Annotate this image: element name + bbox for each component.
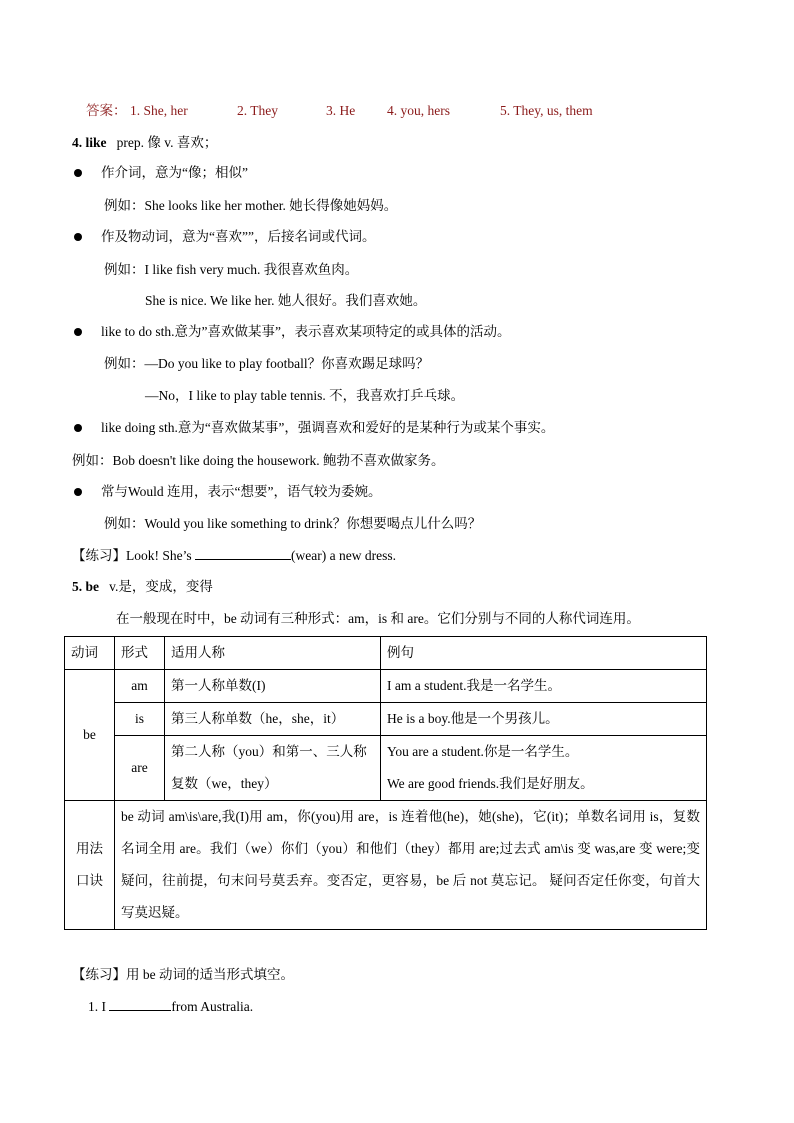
form-cell: am (115, 670, 165, 703)
practice-title: 【练习】用 be 动词的适当形式填空。 (72, 967, 294, 982)
practice-prefix: 【练习】Look! She’s (72, 548, 195, 563)
person-cell: 第三人称单数（he，she，it） (165, 703, 381, 736)
table-row (65, 670, 707, 703)
example-line: We are good friends.我们是好朋友。 (387, 776, 594, 791)
bullet-text: 作及物动词，意为“喜欢””，后接名词或代词。 (101, 229, 376, 244)
answer-2: 2. They (237, 103, 278, 118)
bullet-text: like to do sth.意为”喜欢做某事”，表示喜欢某项特定的或具体的活动。 (101, 324, 511, 339)
question-prefix: 1. I (88, 999, 110, 1014)
example-text: 例如：Would you like something to drink？你想要喝点儿什么吗？ (104, 516, 482, 531)
bullet-text: 作介词，意为“像；相似” (101, 165, 248, 180)
answer-4: 4. you, hers (387, 103, 450, 118)
rhyme-text: be 动词 am\is\are,我(I)用 am，你(you)用 are，is 连着他(he)，她(she)，它(it)；单数名词用 is，复数名词全用 are。我们（we）你们（you）和他们（they）都用 are;过去式 am\is 变 was,are 变 were;变疑问，往前提，句末问号莫丢弃。变否定，更容易，be 后 not 莫忘记。 疑问否定任你变，句首大写莫迟疑。 (115, 801, 707, 930)
form-cell: is (115, 703, 165, 736)
header-cell: 动词 (65, 637, 115, 670)
example-text: —No，I like to play table tennis. 不，我喜欢打乒乓球。 (145, 388, 465, 403)
header-cell: 形式 (115, 637, 165, 670)
answer-5: 5. They, us, them (500, 103, 593, 118)
bullet-text: like doing sth.意为“喜欢做某事”，强调喜欢和爱好的是某种行为或某个事实。 (101, 420, 555, 435)
table-row (65, 703, 707, 736)
section-5-heading (72, 578, 213, 596)
person-cell: 第一人称单数(I) (165, 670, 381, 703)
bullet-icon (74, 169, 82, 177)
example-line: You are a student.你是一名学生。 (387, 744, 579, 759)
example-text: She is nice. We like her. 她人很好。我们喜欢她。 (145, 293, 427, 308)
answer-blank[interactable] (109, 998, 171, 1011)
form-cell: are (115, 736, 165, 801)
answer-blank[interactable] (195, 547, 291, 560)
answer-3: 3. He (326, 103, 356, 118)
person-cell: 第二人称（you）和第一、三人称复数（we，they） (165, 736, 381, 801)
heading-word: 5. be (72, 579, 99, 594)
answer-1: 1. She, her (130, 103, 188, 118)
heading-pos: prep. 像 v. 喜欢； (116, 135, 218, 150)
table-header-row (65, 637, 707, 670)
example-cell: He is a boy.他是一个男孩儿。 (381, 703, 707, 736)
example-text: 例如：I like fish very much. 我很喜欢鱼肉。 (104, 262, 359, 277)
section-4-heading (72, 134, 217, 152)
answer-label: 答案： (86, 103, 127, 118)
heading-word: 4. like (72, 135, 107, 150)
rhyme-label: 用法口诀 (65, 801, 115, 930)
intro-text: 在一般现在时中，be 动词有三种形式：am，is 和 are。它们分别与不同的人称代词连用。 (116, 611, 640, 626)
example-text: 例如：Bob doesn't like doing the housework. 鲍勃不喜欢做家务。 (72, 453, 445, 468)
example-text: 例如：—Do you like to play football？你喜欢踢足球吗？ (104, 356, 430, 371)
bullet-icon (74, 233, 82, 241)
bullet-icon (74, 328, 82, 336)
table-row (65, 736, 707, 801)
heading-pos: v.是，变成，变得 (109, 579, 213, 594)
header-cell: 例句 (381, 637, 707, 670)
practice-line (72, 547, 396, 565)
be-forms-table (64, 636, 707, 930)
bullet-text: 常与Would 连用，表示“想要”，语气较为委婉。 (101, 484, 382, 499)
bullet-icon (74, 424, 82, 432)
practice-suffix: (wear) a new dress. (291, 548, 396, 563)
question-suffix: from Australia. (171, 999, 254, 1014)
example-text: 例如：She looks like her mother. 她长得像她妈妈。 (104, 198, 398, 213)
example-cell (381, 736, 707, 801)
verb-cell: be (65, 670, 115, 801)
question-1 (88, 998, 253, 1016)
rhyme-row (65, 801, 707, 930)
example-cell: I am a student.我是一名学生。 (381, 670, 707, 703)
header-cell: 适用人称 (165, 637, 381, 670)
bullet-icon (74, 488, 82, 496)
